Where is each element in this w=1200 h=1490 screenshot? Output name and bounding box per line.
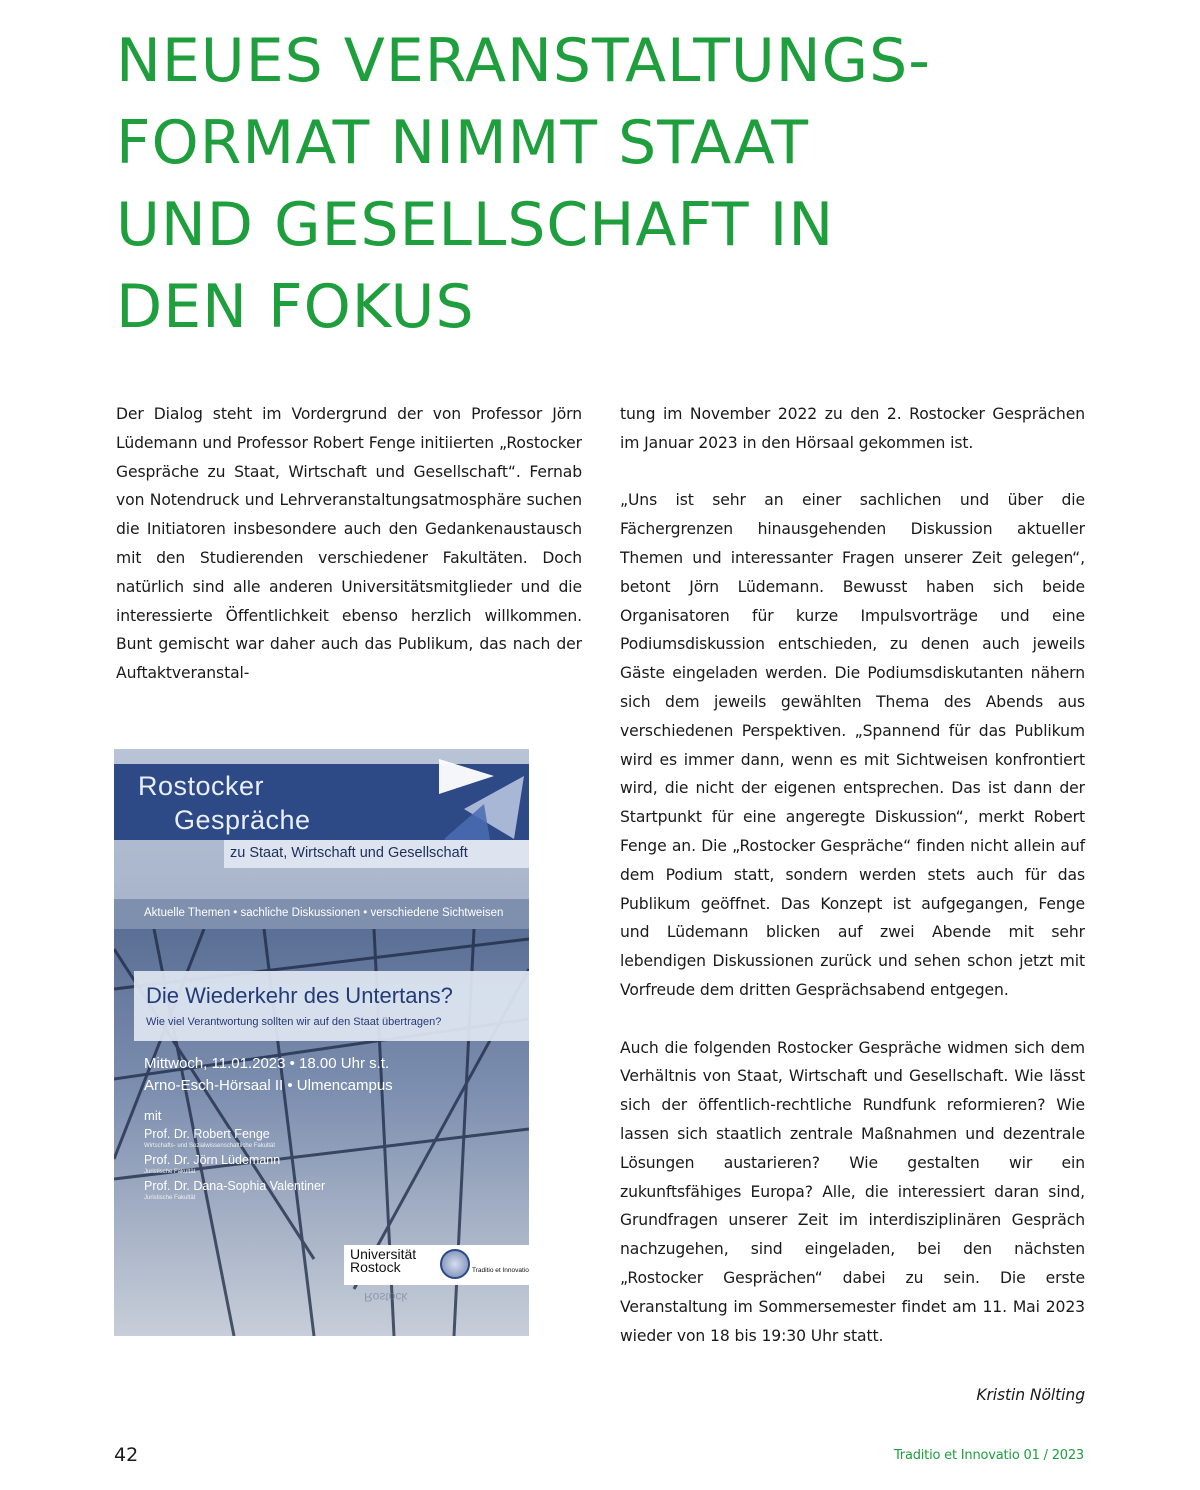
page-number: 42	[114, 1444, 139, 1466]
poster-venue: Arno-Esch-Hörsaal II • Ulmencampus	[144, 1077, 393, 1094]
paragraph: tung im November 2022 zu den 2. Rostocker Gesprächen im Januar 2023 in den Hörsaal gekommen ist.	[620, 405, 1085, 452]
author-credit: Kristin Nölting	[976, 1386, 1085, 1405]
logo-line: Rostock	[350, 1259, 401, 1275]
paragraph: Der Dialog steht im Vordergrund der von Professor Jörn Lüdemann und Professor Robert Fenge initiierten „Rostocker Gespräche zu Staat, Wirtschaft und Gesellschaft“. Fernab von Notendruck und Lehrveranstaltungsatmosphäre suchen die Initiatoren insbesondere auch den Gedankenaustausch mit den Studierenden verschiedener Fakultäten. Doch natürlich sind alle anderen Universitätsmitglieder und die interessierte Öffentlichkeit ebenso herzlich willkommen. Bunt gemischt war daher auch das Publikum, das nach der Auftaktveranstal-	[116, 405, 582, 683]
poster-speaker-faculty: Juristische Fakultät	[144, 1195, 196, 1201]
poster-with-label: mit	[144, 1108, 162, 1123]
paragraph: Auch die folgenden Rostocker Gespräche widmen sich dem Verhältnis von Staat, Wirtschaft und Gesellschaft. Wie lässt sich der öffentlich-rechtliche Rundfunk reformieren? Wie lassen sich staatlich zentrale Maßnahmen und dezentrale Lösungen austarieren? Wie gestalten wir ein zukunftsfähiges Europa? Alle, die interessiert daran sind, Grundfragen unserer Zeit im interdisziplinären Gespräch nachzugehen, sind eingeladen, bei den nächsten „Rostocker Gesprächen“ dabei zu sein. Die erste Veranstaltung im Sommersemester findet am 11. Mai 2023 wieder von 18 bis 19:30 Uhr statt.	[620, 1038, 1085, 1345]
left-column	[116, 400, 582, 688]
poster-date: Mittwoch, 11.01.2023 • 18.00 Uhr s.t.	[144, 1055, 390, 1072]
poster-title-line2: Gespräche	[174, 805, 311, 835]
logo-line: Universität	[350, 1246, 417, 1262]
headline-line: NEUES VERANSTALTUNGS-	[116, 26, 931, 96]
poster-tagline: Aktuelle Themen • sachliche Diskussionen • verschiedene Sichtweisen	[144, 907, 504, 919]
paragraph: „Uns ist sehr an einer sachlichen und über die Fächergrenzen hinausgehenden Diskussion aktueller Themen und interessanter Fragen unserer Zeit gelegen“, betont Jörn Lüdemann. Bewusst haben sich beide Organisatoren für kurze Impulsvorträge und eine Podiumsdiskussion entschieden, zu denen auch jeweils Gäste eingeladen werden. Die Podiumsdiskutanten nähern sich dem jeweils gewählten Thema des Abends aus verschiedenen Perspektiven. „Spannend für das Publikum wird es immer dann, wenn es mit Sichtweisen konfrontiert wird, die nicht der eigenen entsprechen. Das ist dann der Startpunkt für eine angeregte Diskussion“, merkt Robert Fenge an. Die „Rostocker Gespräche“ finden nicht allein auf dem Podium statt, sondern werden stets auch für das Publikum geöffnet. Das Konzept ist aufgegangen, Fenge und Lüdemann blicken auf zwei Abende mit sehr lebendigen Diskussionen zurück und sehen schon jetzt mit Vorfreude dem dritten Gesprächsabend entgegen.	[620, 491, 1085, 999]
poster-logo-box	[344, 1245, 529, 1285]
poster-speaker-name: Prof. Dr. Robert Fenge	[144, 1127, 270, 1141]
headline-line: FORMAT NIMMT STAAT	[116, 108, 809, 178]
article-headline	[116, 20, 1116, 348]
poster-title-line1: Rostocker	[138, 771, 265, 801]
poster-subtitle: zu Staat, Wirtschaft und Gesellschaft	[230, 845, 468, 861]
poster-question: Die Wiederkehr des Untertans?	[146, 983, 453, 1008]
university-logo-text	[350, 1248, 416, 1274]
poster-speaker-name: Prof. Dr. Dana-Sophia Valentiner	[144, 1179, 326, 1193]
poster-speaker-faculty: Juristische Fakultät	[144, 1169, 196, 1175]
headline-line: UND GESELLSCHAFT IN	[116, 190, 835, 260]
headline-line: DEN FOKUS	[116, 272, 475, 342]
poster-question-subtitle: Wie viel Verantwortung sollten wir auf den Staat übertragen?	[146, 1016, 442, 1028]
poster-speaker-faculty: Wirtschafts- und Sozialwissenschaftliche Fakultät	[144, 1143, 276, 1149]
logo-motto: Traditio et Innovatio	[472, 1267, 529, 1274]
university-seal-icon	[440, 1249, 470, 1279]
poster-logo-reflection: Rostock	[364, 1290, 408, 1304]
magazine-issue: Traditio et Innovatio 01 / 2023	[893, 1448, 1084, 1463]
poster-speaker-name: Prof. Dr. Jörn Lüdemann	[144, 1153, 281, 1167]
right-column	[620, 400, 1085, 1410]
